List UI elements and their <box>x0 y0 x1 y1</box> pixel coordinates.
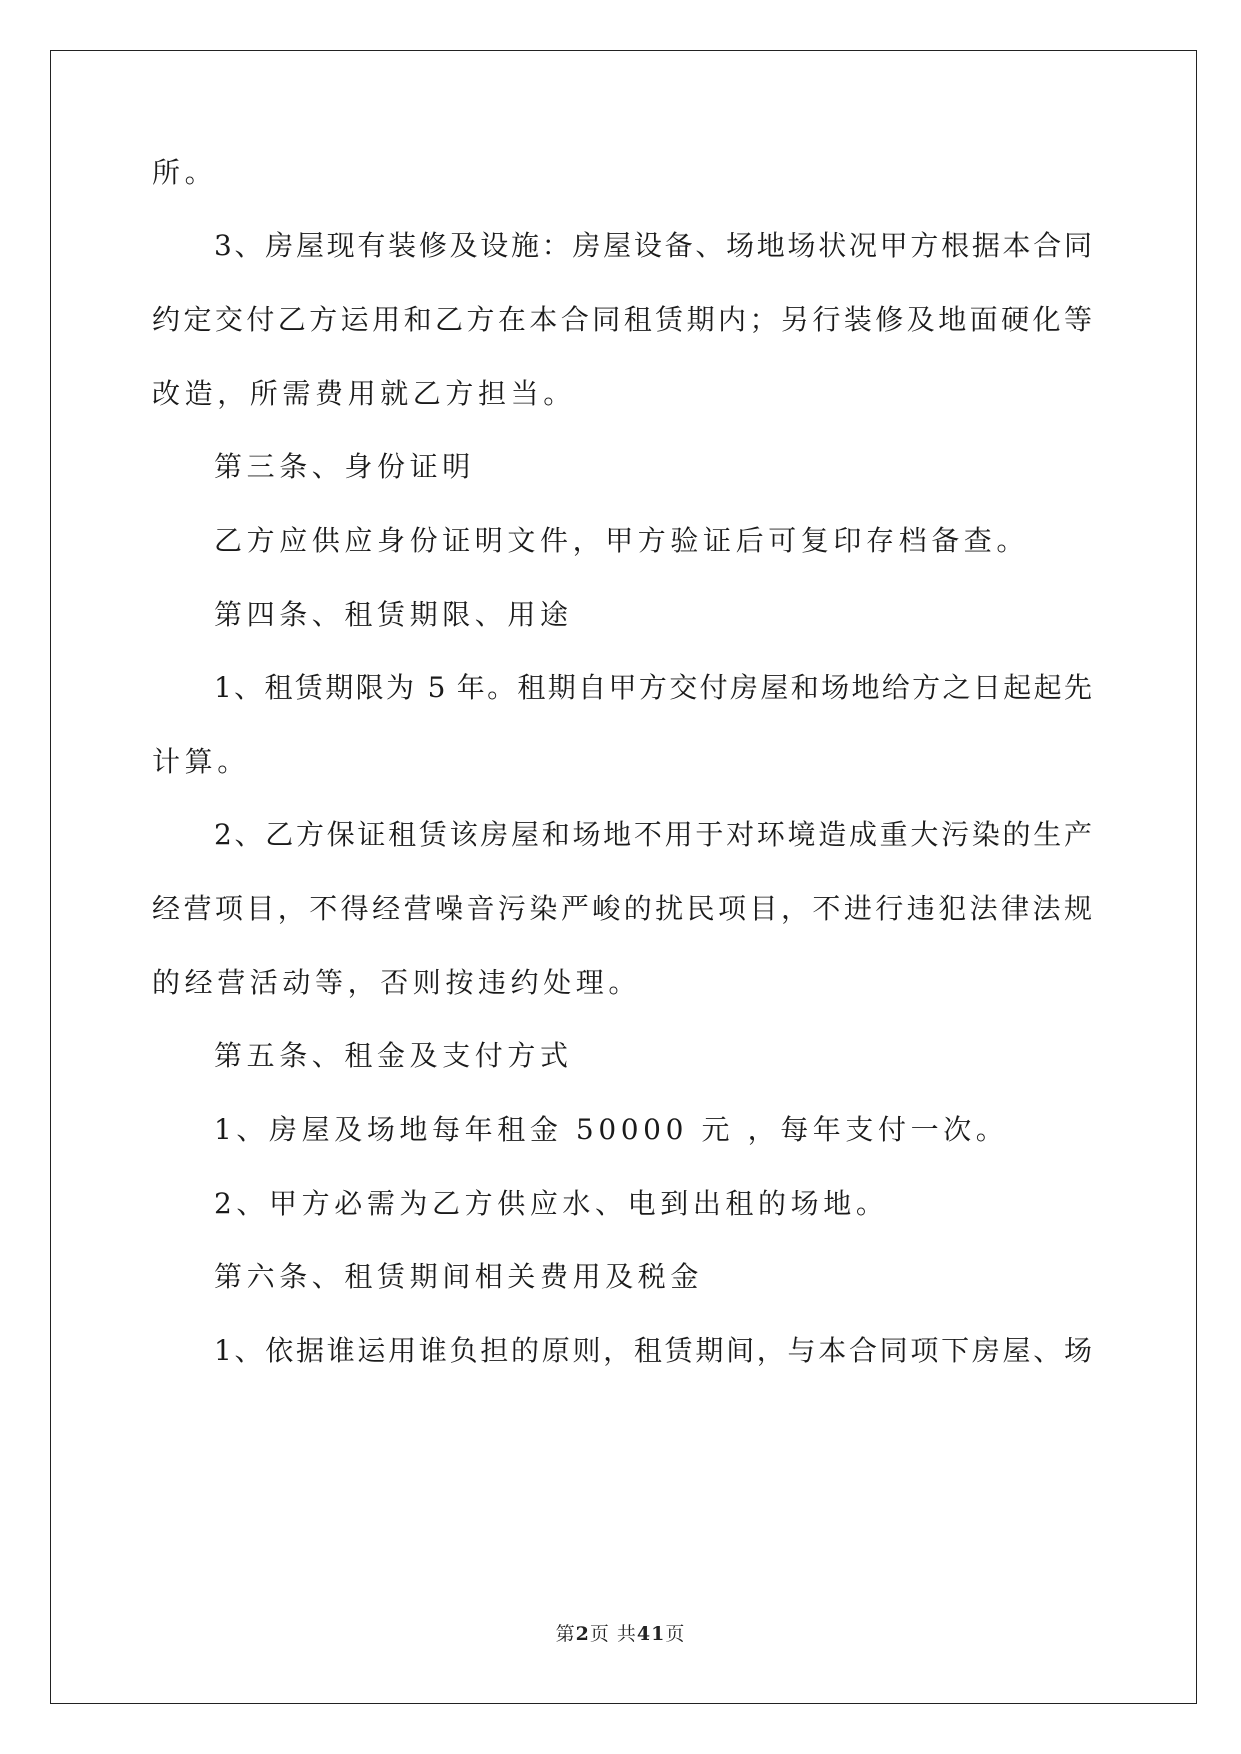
footer-mid: 页 共 <box>589 1623 637 1645</box>
total-page-number: 41 <box>636 1623 666 1645</box>
section-heading: 第四条、租赁期限、用途 <box>214 598 573 631</box>
page-footer <box>0 1619 1241 1646</box>
footer-prefix: 第 <box>555 1623 576 1645</box>
section-heading: 第六条、租赁期间相关费用及税金 <box>214 1260 704 1293</box>
footer-suffix: 页 <box>665 1623 686 1645</box>
text-line: 所。 <box>152 156 218 189</box>
text-line: 计算。 <box>152 745 250 778</box>
text-line: 1、依据谁运用谁负担的原则，租赁期间，与本合同项下房屋、场 <box>214 1334 1092 1367</box>
text-line: 2、乙方保证租赁该房屋和场地不用于对环境造成重大污染的生产 <box>214 818 1092 851</box>
text-line: 3、房屋现有装修及设施：房屋设备、场地场状况甲方根据本合同 <box>214 229 1092 262</box>
current-page-number: 2 <box>575 1623 590 1645</box>
text-line: 改造，所需费用就乙方担当。 <box>152 377 576 410</box>
text-line: 1、房屋及场地每年租金 50000 元 ，每年支付一次。 <box>214 1113 1009 1146</box>
section-heading: 第三条、身份证明 <box>214 450 475 483</box>
page-border <box>50 50 1197 1704</box>
text-line: 约定交付乙方运用和乙方在本合同租赁期内；另行装修及地面硬化等 <box>152 303 1092 336</box>
text-line: 乙方应供应身份证明文件，甲方验证后可复印存档备查。 <box>214 524 1030 557</box>
text-line: 1、租赁期限为 5 年。租期自甲方交付房屋和场地给方之日起起先 <box>214 671 1092 704</box>
text-line: 的经营活动等，否则按违约处理。 <box>152 966 642 999</box>
text-line: 2、甲方必需为乙方供应水、电到出租的场地。 <box>214 1187 889 1220</box>
text-line: 经营项目，不得经营噪音污染严峻的扰民项目，不进行违犯法律法规 <box>152 892 1092 925</box>
section-heading: 第五条、租金及支付方式 <box>214 1039 573 1072</box>
